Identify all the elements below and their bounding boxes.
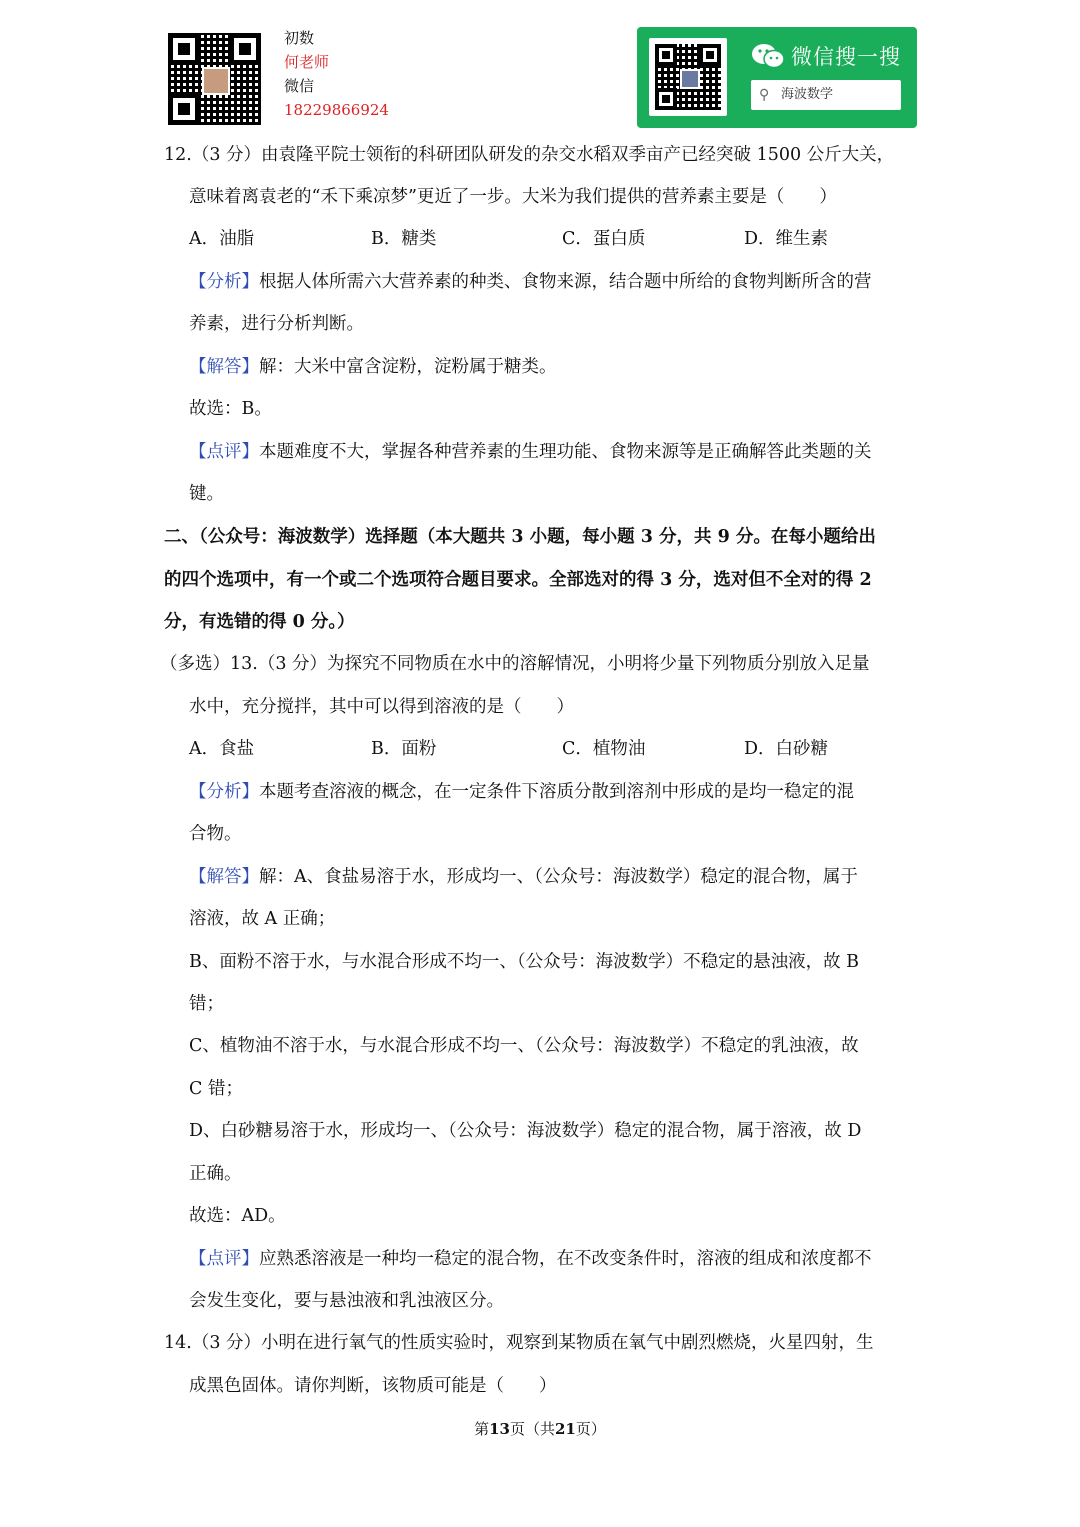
page-footer xyxy=(0,1418,1080,1439)
q12-option-d: D．维生素 xyxy=(744,229,829,249)
qr-finder xyxy=(655,88,677,110)
contact-info xyxy=(284,26,389,122)
q13-analysis-line1 xyxy=(189,778,854,803)
q12-analysis-line2: 养素，进行分析判断。 xyxy=(189,314,364,334)
q14-stem-line2: 成黑色固体。请你判断，该物质可能是（ ） xyxy=(189,1376,557,1396)
answer-tag: 【解答】 xyxy=(189,357,259,377)
wechat-qr-box xyxy=(649,38,727,116)
q12-stem-line2: 意味着离袁老的“禾下乘凉梦”更近了一步。大米为我们提供的营养素主要是（ ） xyxy=(189,187,837,207)
q12-answer-line1 xyxy=(189,353,557,378)
q13-stem-line2: 水中，充分搅拌，其中可以得到溶液的是（ ） xyxy=(189,697,574,717)
q13-answer-line5: C、植物油不溶于水，与水混合形成不均一、（公众号：海波数学）不稳定的乳浊液，故 xyxy=(189,1036,859,1056)
q13-answer-line3: B、面粉不溶于水，与水混合形成不均一、（公众号：海波数学）不稳定的悬浊液，故 B xyxy=(189,952,860,972)
wechat-qr-code xyxy=(655,44,721,110)
footer-total-pages: 21 xyxy=(555,1420,576,1438)
qr-finder xyxy=(168,33,200,65)
qr-finder xyxy=(699,44,721,66)
q13-option-a: A．食盐 xyxy=(189,739,255,759)
search-icon: ⚲ xyxy=(759,87,770,103)
review-tag: 【点评】 xyxy=(189,1249,259,1269)
qr-avatar xyxy=(202,67,230,95)
analysis-tag: 【分析】 xyxy=(189,272,259,292)
qr-finder xyxy=(168,93,200,125)
qr-finder xyxy=(229,33,261,65)
contact-wechat-label: 微信 xyxy=(284,77,315,95)
q13-analysis-line2: 合物。 xyxy=(189,824,242,844)
q12-answer-text: 解：大米中富含淀粉，淀粉属于糖类。 xyxy=(259,357,557,377)
footer-middle: 页（共 xyxy=(509,1420,555,1438)
wechat-search-title: 微信搜一搜 xyxy=(791,45,901,69)
q12-choice: 故选：B。 xyxy=(189,399,272,419)
q13-review-text: 应熟悉溶液是一种均一稳定的混合物，在不改变条件时，溶液的组成和浓度都不 xyxy=(259,1249,872,1269)
q13-option-d: D．白砂糖 xyxy=(744,739,829,759)
q12-option-b: B．糖类 xyxy=(371,229,437,249)
q13-review-line2: 会发生变化，要与悬浊液和乳浊液区分。 xyxy=(189,1291,504,1311)
q14-stem-line1: 14.（3 分）小明在进行氧气的性质实验时，观察到某物质在氧气中剧烈燃烧，火星四射，生 xyxy=(164,1333,874,1353)
footer-page-number: 13 xyxy=(489,1420,510,1438)
q12-analysis-text: 根据人体所需六大营养素的种类、食物来源，结合题中所给的食物判断所含的营 xyxy=(259,272,872,292)
q12-analysis-line1 xyxy=(189,268,872,293)
wechat-search-box xyxy=(751,80,901,110)
q13-answer-line6: C 错； xyxy=(189,1079,243,1099)
wechat-search-text: 海波数学 xyxy=(781,87,834,102)
qr-finder xyxy=(655,44,677,66)
q12-stem-line1: 12.（3 分）由袁隆平院士领衔的科研团队研发的杂交水稻双季亩产已经突破 1500 公斤大关， xyxy=(164,145,895,165)
q13-answer-text: 解：A、食盐易溶于水，形成均一、（公众号：海波数学）稳定的混合物，属于 xyxy=(259,867,858,887)
q13-choice: 故选：AD。 xyxy=(189,1206,286,1226)
wechat-search-card xyxy=(637,27,917,128)
contact-teacher: 何老师 xyxy=(284,53,330,71)
q13-stem-line1: （多选）13.（3 分）为探究不同物质在水中的溶解情况，小明将少量下列物质分别放入足量 xyxy=(160,654,870,674)
footer-suffix: 页） xyxy=(575,1420,606,1438)
section2-heading-line1: 二、（公众号：海波数学）选择题（本大题共 3 小题，每小题 3 分，共 9 分。在每小题给出 xyxy=(164,527,876,547)
review-tag: 【点评】 xyxy=(189,442,259,462)
q12-review-line1 xyxy=(189,438,872,463)
q13-answer-line4: 错； xyxy=(189,994,224,1014)
contact-grade: 初数 xyxy=(284,29,315,47)
section2-heading-line3: 分，有选错的得 0 分。） xyxy=(164,612,355,632)
q13-answer-line8: 正确。 xyxy=(189,1164,242,1184)
q13-analysis-text: 本题考查溶液的概念，在一定条件下溶质分散到溶剂中形成的是均一稳定的混 xyxy=(259,782,854,802)
q13-review-line1 xyxy=(189,1245,872,1270)
footer-prefix: 第 xyxy=(474,1420,490,1438)
q13-answer-line1 xyxy=(189,863,858,888)
analysis-tag: 【分析】 xyxy=(189,782,259,802)
q12-option-a: A．油脂 xyxy=(189,229,255,249)
contact-qr-code xyxy=(168,33,261,125)
q13-answer-line2: 溶液，故 A 正确； xyxy=(189,909,336,929)
answer-tag: 【解答】 xyxy=(189,867,259,887)
contact-phone: 18229866924 xyxy=(284,101,389,119)
q13-answer-line7: D、白砂糖易溶于水，形成均一、（公众号：海波数学）稳定的混合物，属于溶液，故 D xyxy=(189,1121,862,1141)
q13-option-b: B．面粉 xyxy=(371,739,437,759)
q12-option-c: C．蛋白质 xyxy=(562,229,646,249)
q12-review-line2: 键。 xyxy=(189,484,224,504)
q13-option-c: C．植物油 xyxy=(562,739,646,759)
q12-review-text: 本题难度不大，掌握各种营养素的生理功能、食物来源等是正确解答此类题的关 xyxy=(259,442,872,462)
section2-heading-line2: 的四个选项中，有一个或二个选项符合题目要求。全部选对的得 3 分，选对但不全对的得 2 xyxy=(164,570,872,590)
qr-avatar xyxy=(680,69,700,89)
